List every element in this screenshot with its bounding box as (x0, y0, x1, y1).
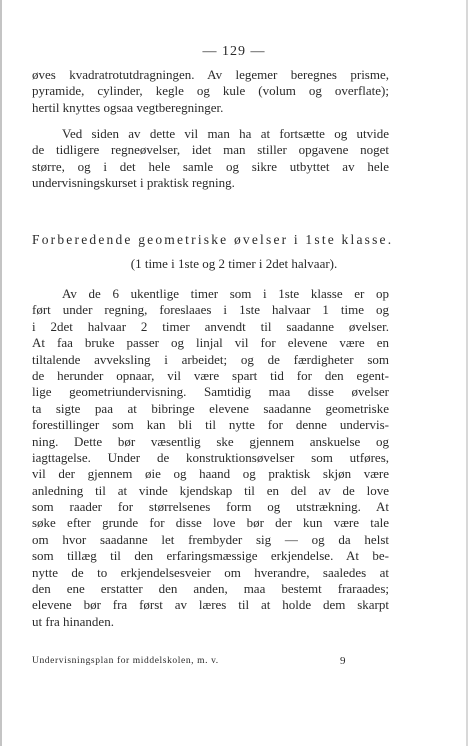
text-line: nytte de to erkjendelsesveier om hverandre, saaledes at (32, 564, 389, 580)
text-line: At faa bruke passer og linjal vil for elevene være en (32, 335, 389, 351)
section-subheading: (1 time i 1ste og 2 timer i 2det halvaar). (130, 256, 338, 271)
text-line: som tillæg til den erfaringsmæssige erkjendelse. At be- (32, 548, 389, 564)
text-line: anledning til at vinde kjendskap til en del av de love (32, 482, 389, 498)
text-line: de herunder opnaar, vil være spart tid for den egent- (32, 367, 389, 383)
page-edge-left (0, 0, 2, 746)
text-line: hertil knyttes ogsaa vegtberegninger. (32, 99, 224, 115)
text-line: pyramide, cylinder, kegle og kule (volum og overflate); (32, 83, 389, 99)
text-line: som raader for størrelsenes form og utstrækning. At (32, 499, 389, 515)
text-line: vil der gjennem øie og haand og praktisk skjøn være (32, 466, 389, 482)
text-line: forestillinger som kan bli til nytte for denne undervis- (32, 417, 389, 433)
paragraph-2 (32, 126, 389, 192)
text-line: øves kvadratrotutdragningen. Av legemer beregnes prisme, (32, 67, 389, 82)
paragraph-1 (32, 67, 389, 116)
text-line: søke efter grunde for disse love bør der kun være tale (32, 515, 389, 531)
text-line: iagttagelse. Under de konstruktionsøvelser som utføres, (32, 449, 389, 465)
section-heading: Forberedende geometriske øvelser i 1ste klasse. (32, 232, 394, 247)
footer-signature-number: 9 (340, 655, 346, 667)
text-line: i 2det halvaar 2 timer anvendt til saadanne øvelser. (32, 318, 389, 334)
text-line: Av de 6 ukentlige timer som i 1ste klasse er op (62, 286, 389, 301)
text-line: ta sigte paa at bibringe elevene saadanne geometriske (32, 400, 389, 416)
text-line: om hvor saadanne let frembyder sig — og da helst (32, 531, 389, 547)
text-line: ført under regning, foreslaaes i 1ste halvaar 1 time og (32, 302, 389, 318)
text-line: Ved siden av dette vil man ha at fortsætte og utvide (62, 126, 389, 141)
text-line: elevene bør fra først av læres til at holde dem skarpt (32, 597, 389, 613)
page-number: — 129 — (202, 44, 266, 59)
text-line: undervisningskurset i praktisk regning. (32, 175, 235, 191)
text-line: de tidligere regneøvelser, idet man stiller opgavene noget (32, 142, 389, 158)
text-line: tiltalende avveksling i arbeidet; og de færdigheter som (32, 351, 389, 367)
text-line: ning. Dette bør væsentlig ske gjennem anskuelse og (32, 433, 389, 449)
paragraph-3 (32, 286, 389, 630)
text-line: den ene erstatter den anden, maa bestemt fraraades; (32, 581, 389, 597)
text-line: lige geometriundervisning. Samtidig maa disse øvelser (32, 384, 389, 400)
footer-source: Undervisningsplan for middelskolen, m. v. (32, 656, 219, 666)
text-line: større, og i det hele samle og sikre utbyttet av hele (32, 158, 389, 174)
text-line: ut fra hinanden. (32, 613, 114, 629)
